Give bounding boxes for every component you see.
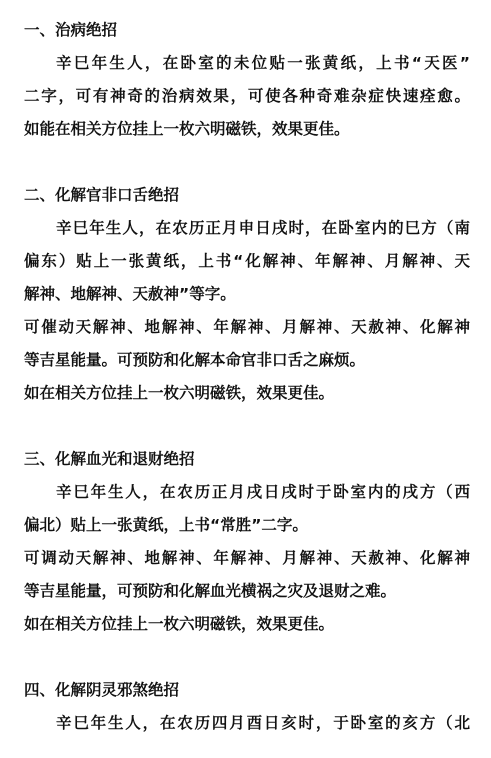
paragraph-line: 辛巳年生人，在农历正月戌日戌时于卧室内的戌方（西 bbox=[56, 483, 470, 501]
paragraph-line: 偏北）贴上一张黄纸，上书“常胜”二字。 bbox=[24, 516, 308, 534]
paragraph-line: 解神、地解神、天赦神”等字。 bbox=[24, 285, 236, 303]
section-heading: 三、化解血光和退财绝招 bbox=[24, 450, 195, 468]
paragraph-line: 如在相关方位挂上一枚六明磁铁，效果更佳。 bbox=[24, 384, 335, 402]
section-gap bbox=[24, 641, 470, 674]
section-heading: 四、化解阴灵邪煞绝招 bbox=[24, 681, 180, 699]
paragraph-line: 偏东）贴上一张黄纸，上书“化解神、年解神、月解神、天 bbox=[24, 252, 470, 270]
paragraph-line: 二字，可有神奇的治病效果，可使各种奇难杂症快速痊愈。 bbox=[24, 87, 470, 105]
section-heading: 一、治病绝招 bbox=[24, 21, 118, 39]
paragraph-line: 辛巳年生人，在农历四月酉日亥时，于卧室的亥方（北 bbox=[56, 714, 470, 732]
document-page bbox=[24, 14, 470, 740]
paragraph-line: 可催动天解神、地解神、年解神、月解神、天赦神、化解神 bbox=[24, 318, 470, 336]
section-gap bbox=[24, 146, 470, 179]
section-gap bbox=[24, 410, 470, 443]
paragraph-line: 辛巳年生人，在卧室的未位贴一张黄纸，上书“天医” bbox=[56, 54, 470, 72]
paragraph-line: 等吉星能量，可预防和化解血光横祸之灾及退财之难。 bbox=[24, 582, 397, 600]
section-heading: 二、化解官非口舌绝招 bbox=[24, 186, 180, 204]
paragraph-line: 可调动天解神、地解神、年解神、月解神、天赦神、化解神 bbox=[24, 549, 470, 567]
paragraph-line: 如在相关方位挂上一枚六明磁铁，效果更佳。 bbox=[24, 615, 335, 633]
paragraph-line: 如能在相关方位挂上一枚六明磁铁，效果更佳。 bbox=[24, 120, 350, 138]
paragraph-line: 等吉星能量。可预防和化解本命官非口舌之麻烦。 bbox=[24, 351, 366, 369]
paragraph-line: 辛巳年生人，在农历正月申日戌时，在卧室内的巳方（南 bbox=[56, 219, 470, 237]
